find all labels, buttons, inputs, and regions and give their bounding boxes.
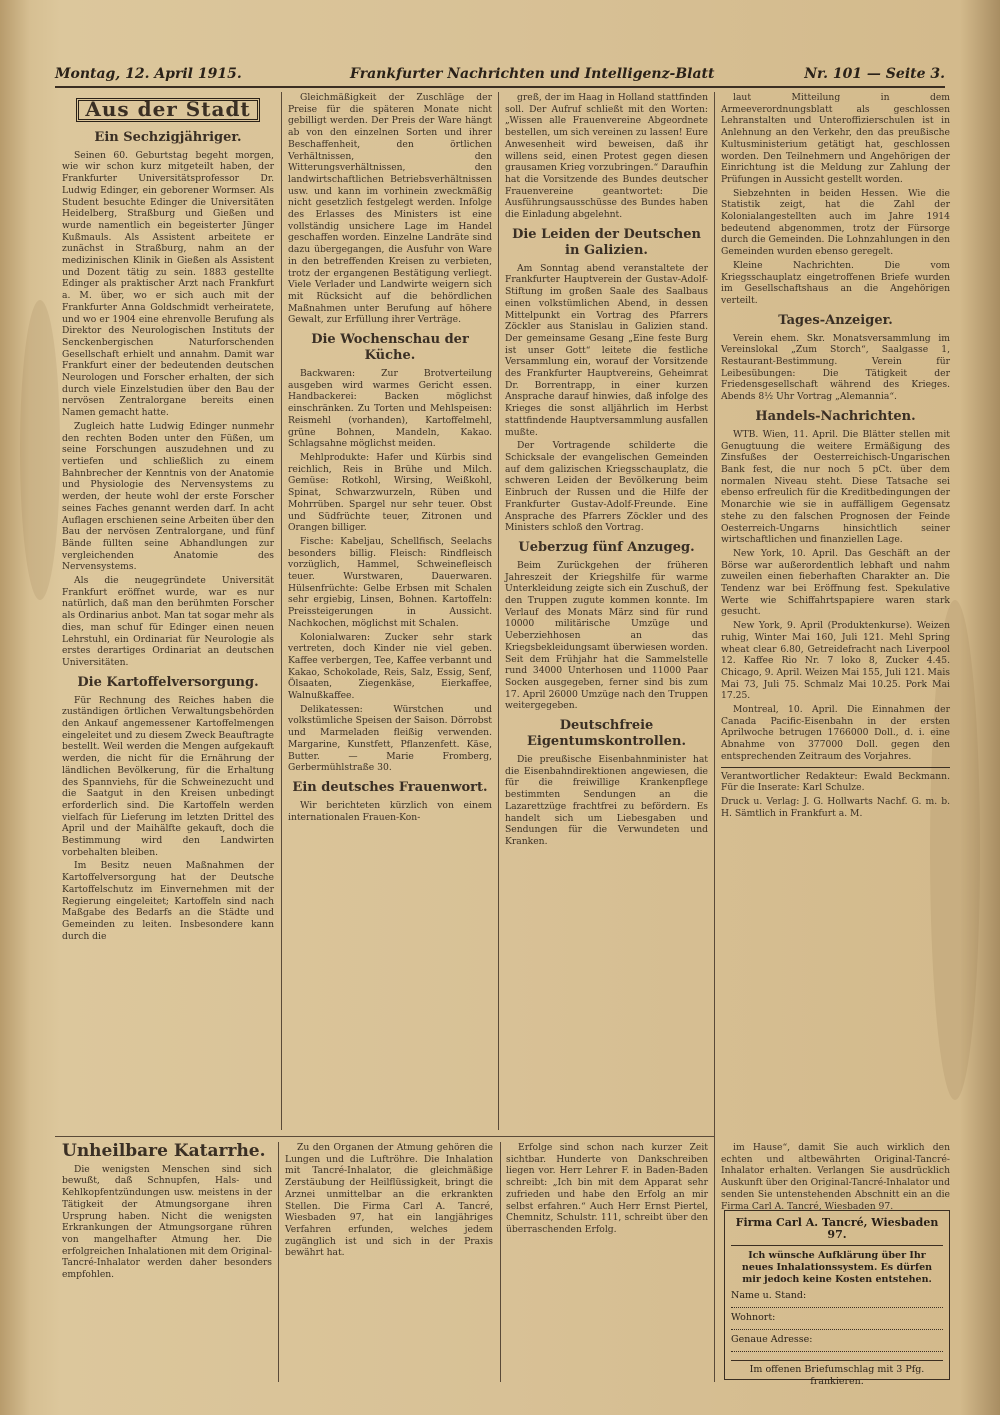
order-coupon xyxy=(724,1210,950,1387)
ad-paragraph: Zu den Organen der Atmung gehören die Lungen und die Luftröhre. Die Inhalation mit Tancré-Inhalator, die gleichmäßige Zerstäubung der Heilflüssigkeit, bringt die Arznei unmittelbar an die erkrankten Stellen. Die Firma Carl A. Tancré, Wiesbaden 97, hat ein langjähriges Verfahren erfunden, welches jedem zugänglich ist und sich in der Praxis bewährt hat. xyxy=(285,1142,493,1259)
article-paragraph: Fische: Kabeljau, Schellfisch, Seelachs besonders billig. Fleisch: Rindfleisch vorzüglich, Hammel, Schweinefleisch teuer. Wurstwaren, Dauerwaren. Hülsenfrüchte: Gelbe Erbsen mit Schalen sehr ergiebig, Linsen, Bohnen. Kartoffeln: Preissteigerungen in Aussicht. Nachkochen, möglichst mit Schalen. xyxy=(288,535,492,629)
coupon-ort-field xyxy=(731,1312,943,1330)
ad-paragraph: Erfolge sind schon nach kurzer Zeit sichtbar. Hunderte von Dankschreiben liegen vor. Herr Lehrer F. in Baden-Baden schreibt: „Ich bin mit dem Apparat sehr zufrieden und habe den Erfolg an mir selbst erfahren.“ Auch Herr Ernst Piertel, Chemnitz, Schulstr. 111, schreibt über den überraschenden Erfolg. xyxy=(506,1142,708,1235)
article-heading: Die Wochenschau der Küche. xyxy=(311,332,469,364)
article-paragraph: New York, 9. April (Produktenkurse). Weizen ruhig, Winter Mai 160, Juli 121. Mehl Spring wheat clear 6.80, Getreidefracht nach Liverpool 12. Kaffee Rio Nr. 7 loko 8, Zucker 4.45. Chicago, 9. April. Weizen Mai 155, Juli 121. Mais Mai 73, Juli 75. Schmalz Mai 10.25. Pork Mai 17.25. xyxy=(721,620,950,702)
ad-column-3 xyxy=(506,1142,708,1382)
column-2 xyxy=(288,92,492,1130)
coupon-ort-label: Wohnort: xyxy=(731,1312,776,1323)
article-heading: Deutschfreie Eigentumskontrollen. xyxy=(527,718,686,750)
article-paragraph: Delikatessen: Würstchen und volkstümliche Speisen der Saison. Dörrobst und Marmeladen fleißig verwenden. Margarine, Kunstfett, Pflanzenfett. Käse, Butter. — Marie Fromberg, Gerbermühlstraße 30. xyxy=(288,703,492,774)
article-paragraph: laut Mitteilung in dem Armeeverordnungsblatt als geschlossen Lehranstalten und Unteroffizierschulen ist in Anlehnung an den Verkehr, den das preußische Kultusministerium getätigt hat, geschlossen worden. Den Teilnehmern und Angehörigen der Einrichtung ist die Meldung zur Zahlung der Prüfungen in Aussicht gestellt worden. xyxy=(721,92,950,185)
article-paragraph: Der Vortragende schilderte die Schicksale der evangelischen Gemeinden auf dem galizischen Kriegsschauplatz, die schweren Leiden der Bevölkerung beim Einbruch der Russen und die Hilfe der Frankfurter Gustav-Adolf-Freunde. Eine Ansprache des Pfarrers Zöckler und des Ministers schloß den Vortrag. xyxy=(505,440,708,534)
article-heading: Ein Sechzigjähriger. xyxy=(94,129,242,145)
coupon-footer: Im offenen Briefumschlag mit 3 Pfg. frankieren. xyxy=(731,1360,943,1388)
article-paragraph: Im Besitz neuen Maßnahmen der Kartoffelversorgung hat der Deutsche Kartoffelschutz im Einvernehmen mit der Regierung eingeleitet; Kartoffeln sind nach Maßgabe des Bedarfs an die Städte und Gemeinden zu leiten. Insbesondere kann durch die xyxy=(62,860,274,942)
article-paragraph: Zugleich hatte Ludwig Edinger nunmehr den rechten Boden unter den Füßen, um seine Forschungen auszudehnen und zu vertiefen und schließlich zu einem Bahnbrecher der Kenntnis von der Anatomie und Physiologie des Nervensystems zu werden, der heute wohl der erste Forscher seines Faches genannt werden darf. In acht Auflagen erschienen seine Arbeiten über den Bau der nervösen Zentralorgane, und fünf Bände füllten seine Abhandlungen zur vergleichenden Anatomie des Nervensystems. xyxy=(62,420,274,573)
article-paragraph: Als die neugegründete Universität Frankfurt eröffnet wurde, war es nur natürlich, daß man den berühmten Forscher als Ordinarius anbot. Man tat sogar mehr als dies, man schuf für Edinger einen neuen Lehrstuhl, ein Ordinariat für Neurologie als erstes derartiges Ordinariat an deutschen Universitäten. xyxy=(62,575,274,668)
article-paragraph: greß, der im Haag in Holland stattfinden soll. Der Aufruf schließt mit den Worten: „Wissen alle Frauenvereine Abgeordnete bestellen, um sich vereinen zu lassen! Eure Anwesenheit wird beweisen, daß ihr willens seid, einen Protest gegen diesen grausamen Krieg vorzubringen.“ Daraufhin hat die Vorsitzende des Bundes deutscher Frauenvereine geantwortet: Die Ausführungsausschüsse des Bundes haben die Einladung abgelehnt. xyxy=(505,92,708,221)
article-paragraph: Beim Zurückgehen der früheren Jahreszeit der Kriegshilfe für warme Unterkleidung zeigte sich ein Zuschuß, der den Truppen zugute kommen konnte. Im Verlauf des Monats März sind für rund 10000 militärische Umzüge und Ueberziehhosen an das Kriegsbekleidungsamt überwiesen worden. Seit dem Frühjahr hat die Sammelstelle rund 34000 Unterhosen und 11000 Paar Socken ausgegeben, ferner sind bis zum 17. April 26000 Umzüge nach den Truppen weitergegeben. xyxy=(505,559,708,712)
article-paragraph: Die preußische Eisenbahnminister hat die Eisenbahndirektionen angewiesen, die für die freiwillige Krankenpflege bestimmten Sendungen an die Lazarettzüge frachtfrei zu befördern. Es handelt sich um Liebesgaben und Sendungen für die Verwundeten und Kranken. xyxy=(505,754,708,847)
editor-line: Verantwortlicher Redakteur: Ewald Beckmann. Für die Inserate: Karl Schulze. xyxy=(721,767,950,794)
header-issue: Nr. 101 — Seite 3. xyxy=(804,66,945,82)
section-title: Aus der Stadt xyxy=(76,98,260,122)
article-paragraph: Gleichmäßigkeit der Zuschläge der Preise für die späteren Monate nicht gebilligt werden. Der Preis der Ware hängt ab von den einzelnen Sorten und ihrer Beschaffenheit, den örtlichen Verhältnissen, den Witterungsverhältnissen, den landwirtschaftlichen Betriebsverhältnissen usw. und kann im vorhinein zweckmäßig nicht gesetzlich festgelegt werden. Infolge des Erlasses des Ministers ist eine vollständig unsichere Lage im Handel geschaffen worden. Einzelne Landräte sind dazu übergegangen, die Ausfuhr von Ware in den betreffenden Kreisen zu verbieten, trotz der ergangenen Bestätigung verliegt. Viele Verlader und Landwirte weigern sich mit Rücksicht auf die behördlichen Maßnahmen unter Berufung auf höhere Gewalt, zur Erfüllung ihrer Verträge. xyxy=(288,92,492,326)
coupon-address-label: Genaue Adresse: xyxy=(731,1334,813,1345)
article-paragraph: Siebzehnten in beiden Hessen. Wie die Statistik zeigt, hat die Zahl der Kolonialangestellten auch im Jahre 1914 bedeutend abgenommen, trotz der Fürsorge durch die Gemeinden. Die Lohnzahlungen in den Gemeinden wurden ebenso geregelt. xyxy=(721,187,950,258)
article-paragraph: Mehlprodukte: Hafer und Kürbis sind reichlich, Reis in Brühe und Milch. Gemüse: Rotkohl, Wirsing, Weißkohl, Spinat, Schwarzwurzeln, Rüben und Mohrrüben. Spargel nur sehr teuer. Obst und Südfrüchte teuer, Zitronen und Orangen billiger. xyxy=(288,451,492,534)
coupon-name-label: Name u. Stand: xyxy=(731,1290,807,1301)
ad-title: Unheilbare Katarrhe. xyxy=(62,1141,266,1161)
article-heading: Ein deutsches Frauenwort. xyxy=(292,779,488,795)
ad-column-1 xyxy=(62,1142,272,1382)
article-paragraph: Wir berichteten kürzlich von einem internationalen Frauen-Kon- xyxy=(288,799,492,823)
ad-paragraph: Die wenigsten Menschen sind sich bewußt, daß Schnupfen, Hals- und Kehlkopfentzündungen usw. meistens in der Tätigkeit der Atmungsorgane ihren Ursprung haben. Nicht die wenigsten Erkrankungen der Atmungsorgane rühren von mangelhafter Atmung her. Die erfolgreichen Inhalationen mit dem Original-Tancré-Inhalator werden daher besonders empfohlen. xyxy=(62,1163,272,1281)
header-date: Montag, 12. April 1915. xyxy=(55,66,242,82)
article-paragraph: WTB. Wien, 11. April. Die Blätter stellen mit Genugtuung die weitere Ermäßigung des Zinsfußes der Oesterreichisch-Ungarischen Bank fest, die nur noch 5 pCt. über dem normalen Niveau steht. Diese Tatsache sei ebenso erfreulich für die Kreditbedingungen der Monarchie wie sie in auffälligem Gegensatz stehe zu den falschen Prognosen der Feinde Oesterreich-Ungarns hinsichtlich seiner wirtschaftlichen und finanziellen Lage. xyxy=(721,428,950,546)
article-paragraph: Am Sonntag abend veranstaltete der Frankfurter Hauptverein der Gustav-Adolf-Stiftung im großen Saale des Saalbaus einen volkstümlichen Abend, in dessen Mittelpunkt ein Vortrag des Pfarrers Zöckler aus Stanislau in Galizien stand. Der gemeinsame Gesang „Eine feste Burg ist unser Gott“ leitete die festliche Versammlung ein, worauf der Vorsitzende des Frankfurter Hauptvereins, Geheimrat Dr. Borrentrapp, in einer kurzen Ansprache darauf hinwies, daß infolge des Krieges die sonst alljährlich im Herbst stattfindende Hauptversammlung ausfallen mußte. xyxy=(505,262,708,438)
ad-column-4 xyxy=(721,1142,950,1212)
ad-paragraph: im Hause“, damit Sie auch wirklich den echten und altbewährten Original-Tancré-Inhalator erhalten. Verlangen Sie ausdrücklich Auskunft über den Original-Tancré-Inhalator und senden Sie untenstehenden Abschnitt ein an die Firma Carl A. Tancré, Wiesbaden 97. xyxy=(721,1142,950,1212)
printer-line: Druck u. Verlag: J. G. Hollwarts Nachf. G. m. b. H. Sämtlich in Frankfurt a. M. xyxy=(721,795,950,819)
article-paragraph: Seinen 60. Geburtstag begeht morgen, wie wir schon kurz mitgeteilt haben, der Frankfurter Universitätsprofessor Dr. Ludwig Edinger, ein geborener Wormser. Als Student besuchte Edinger die Universitäten Heidelberg, Straßburg und Gießen und wurde namentlich ein begeisterter Jünger Kußmauls. Als Assistent arbeitete er zunächst in Straßburg, nahm an der medizinischen Klinik in Gießen als Assistent und Dozent tätig zu sein. 1883 gestellte Edinger als praktischer Arzt nach Frankfurt a. M. über, wo er sich auch mit der Frankfurter Anna Goldschmidt verheiratete, und wo er 1904 eine ehrenvolle Berufung als Direktor des Neurologischen Instituts der Senckenbergischen Naturforschenden Gesellschaft erhielt und annahm. Damit war Frankfurt einer der bedeutenden deutschen Neurologen und Forscher erhalten, der sich durch viele Einzelstudien über den Bau der nervösen Zentralorgane bereits einen Namen gemacht hatte. xyxy=(62,149,274,419)
column-4 xyxy=(721,92,950,1202)
article-paragraph: New York, 10. April. Das Geschäft an der Börse war außerordentlich lebhaft und nahm zuweilen einen fieberhaften Charakter an. Die Tendenz war bei Eröffnung fest. Spekulative Werte wie Schiffahrtspapiere waren stark gesucht. xyxy=(721,547,950,618)
coupon-firm: Firma Carl A. Tancré, Wiesbaden 97. xyxy=(731,1217,943,1246)
ad-column-2 xyxy=(285,1142,493,1382)
coupon-name-field xyxy=(731,1290,943,1308)
article-heading: Die Leiden der Deutschen in Galizien. xyxy=(512,226,701,258)
column-3 xyxy=(505,92,708,1130)
article-heading: Handels-Nachrichten. xyxy=(755,408,916,424)
article-paragraph: Kolonialwaren: Zucker sehr stark vertreten, doch Kinder nie viel geben. Kaffee verbergen, Tee, Kaffee verbannt und Kakao, Schokolade, Reis, Salz, Essig, Senf, Ölsaaten, Ziegenkäse, Eierkaffee, Walnußkaffee. xyxy=(288,631,492,702)
coupon-address-field xyxy=(731,1334,943,1352)
coupon-text: Ich wünsche Aufklärung über Ihr neues Inhalationssystem. Es dürfen mir jedoch keine Kosten entstehen. xyxy=(741,1250,933,1285)
article-heading: Tages-Anzeiger. xyxy=(778,312,893,328)
article-heading: Die Kartoffelversorgung. xyxy=(77,674,259,690)
article-paragraph: Für Rechnung des Reiches haben die zuständigen örtlichen Verwaltungsbehörden den Ankauf angemessener Kartoffelmengen eingeleitet und zu diesem Zweck Beauftragte bestellt. Weil werden die Mengen aufgekauft werden, die nicht für die Ernährung der ländlichen Bevölkerung, für die Erhaltung des Spannviehs, für die Schweinezucht und die Saatgut in den Kreisen unbedingt erforderlich sind. Die Kartoffeln werden vielfach für Lieferung im letzten Drittel des April und der Maihälfte gekauft, doch die Bestimmung wird den Landwirten vorbehalten bleiben. xyxy=(62,694,274,858)
article-paragraph: Backwaren: Zur Brotverteilung ausgeben wird warmes Gericht essen. Handbackerei: Backen möglichst einschränken. Zu Torten und Mehlspeisen: Reismehl (vorhanden), Kartoffelmehl, grüne Bohnen, Mandeln, Kakao. Schlagsahne möglichst meiden. xyxy=(288,368,492,450)
article-paragraph: Kleine Nachrichten. Die vom Kriegsschauplatz eingetroffenen Briefe wurden im Gesellschaftshaus an die Angehörigen verteilt. xyxy=(721,259,950,306)
article-heading: Ueberzug fünf Anzugeg. xyxy=(518,539,695,555)
column-1 xyxy=(62,94,274,1130)
article-paragraph: Montreal, 10. April. Die Einnahmen der Canada Pacific-Eisenbahn in der ersten Aprilwoche betrugen 1766000 Doll., d. i. eine Abnahme von 377000 Doll. gegen den entsprechenden Zeitraum des Vorjahres. xyxy=(721,704,950,762)
header-paper-title: Frankfurter Nachrichten und Intelligenz-Blatt xyxy=(350,66,715,82)
article-paragraph: Verein ehem. Skr. Monatsversammlung im Vereinslokal „Zum Storch“, Saalgasse 1, Restaurant-Bestimmung. Verein für Leibesübungen: Die Tätigkeit der Friedensgesellschaft während des Krieges. Abends 8½ Uhr Vortrag „Alemannia“. xyxy=(721,332,950,403)
page-header xyxy=(55,62,945,88)
